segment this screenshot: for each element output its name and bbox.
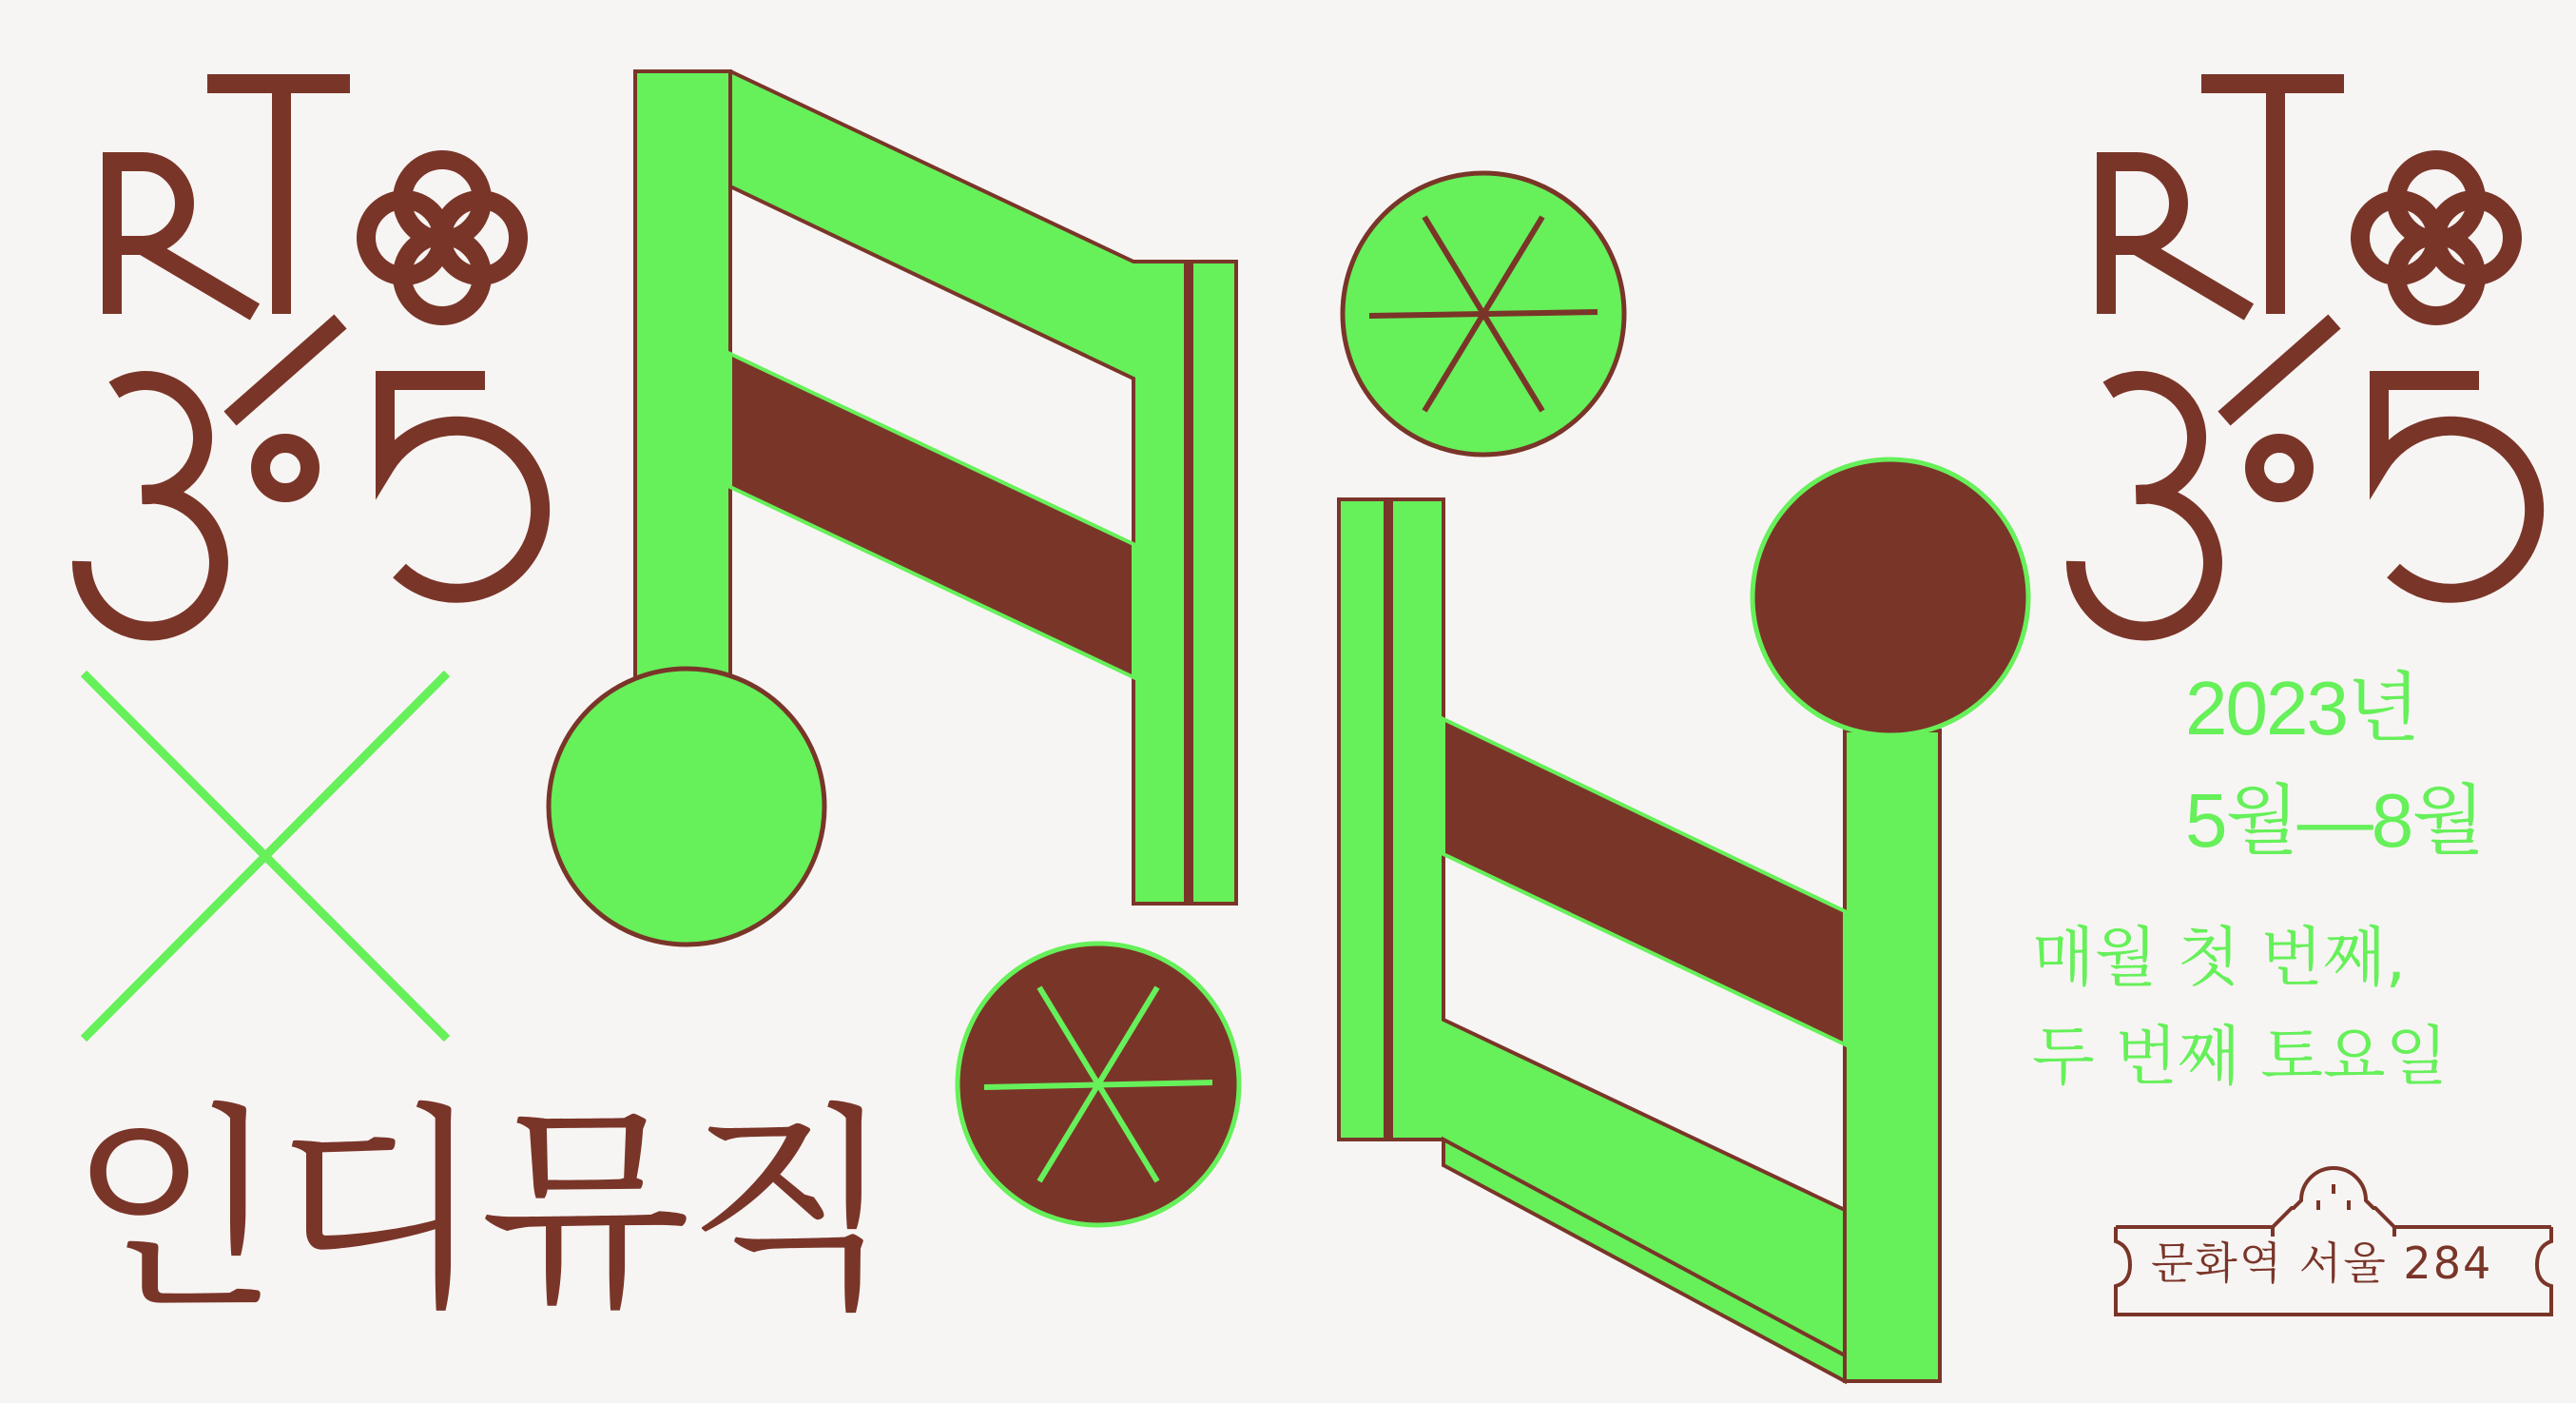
asterisk-circle-top: [1343, 173, 1624, 455]
note-right-band: [1443, 719, 1845, 1044]
note-left-stem: [635, 71, 730, 677]
event-year: 2023년: [2185, 666, 2419, 750]
art365-logo-left: [82, 84, 540, 632]
culture-station-logo-text: 문화역 서울 284: [2151, 1237, 2493, 1289]
event-schedule-line-2: 두 번째 토요일: [2032, 1020, 2449, 1095]
event-months: 5월—8월: [2185, 778, 2484, 863]
x-cross: [84, 673, 447, 1039]
music-note-right: [1339, 459, 2028, 1381]
art365-logo-right: [2076, 84, 2534, 632]
note-right-stem: [1845, 731, 1940, 1381]
music-note-left: [549, 71, 1236, 945]
asterisk-circle-bottom: [958, 944, 1239, 1225]
event-schedule-line-1: 매월 첫 번째,: [2032, 921, 2407, 996]
note-left-band: [730, 354, 1133, 677]
note-left-head: [549, 669, 824, 945]
note-right-head: [1753, 459, 2028, 735]
page-title: 인디뮤직: [68, 1085, 891, 1339]
